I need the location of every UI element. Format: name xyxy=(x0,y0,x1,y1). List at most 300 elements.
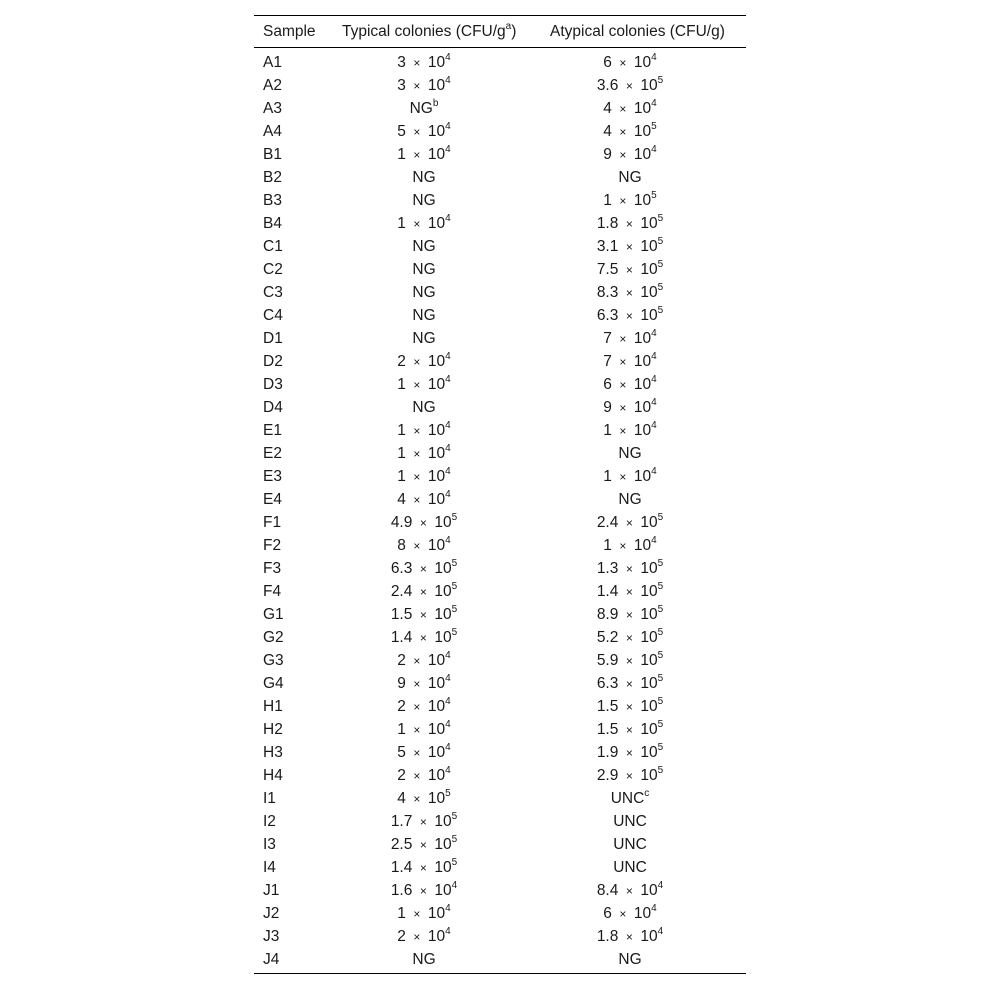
times-sign: × xyxy=(413,792,421,806)
table-row xyxy=(254,74,746,97)
times-sign: × xyxy=(625,585,633,599)
typical-coefficient: 9 xyxy=(397,675,406,692)
typical-text: NG xyxy=(412,330,436,347)
times-sign: × xyxy=(419,608,427,622)
sample-id: D4 xyxy=(263,399,283,416)
typical-colonies-value xyxy=(324,606,524,624)
table-header-row xyxy=(254,16,746,47)
atypical-colonies-value xyxy=(530,353,730,371)
times-sign: × xyxy=(619,907,627,921)
atypical-colonies-value xyxy=(530,744,730,762)
atypical-exponent: 5 xyxy=(657,259,664,270)
atypical-exponent: 4 xyxy=(657,926,664,937)
times-sign: × xyxy=(625,700,633,714)
typical-coefficient: 6.3 xyxy=(390,560,413,577)
sample-id: E2 xyxy=(263,445,282,462)
atypical-colonies-value xyxy=(530,399,730,417)
typical-colonies-value xyxy=(324,721,524,739)
atypical-exponent: 4 xyxy=(651,52,657,63)
sample-id: D3 xyxy=(263,376,283,393)
power-base: 10 xyxy=(427,468,446,485)
typical-colonies-value xyxy=(324,307,524,325)
atypical-text: UNC xyxy=(613,813,647,830)
power-base: 10 xyxy=(427,215,446,232)
atypical-exponent: 5 xyxy=(657,742,664,753)
times-sign: × xyxy=(625,217,633,231)
times-sign: × xyxy=(625,884,633,898)
typical-coefficient: 1 xyxy=(397,376,406,393)
atypical-colonies-value xyxy=(530,123,730,141)
table-row xyxy=(254,879,746,902)
times-sign: × xyxy=(625,286,633,300)
atypical-exponent: 5 xyxy=(657,282,664,293)
table-row xyxy=(254,350,746,373)
sample-id: I2 xyxy=(263,813,276,830)
sample-id: A4 xyxy=(263,123,282,140)
times-sign: × xyxy=(619,332,627,346)
typical-colonies-value xyxy=(324,445,524,463)
typical-coefficient: 2 xyxy=(397,928,406,945)
times-sign: × xyxy=(413,79,421,93)
typical-coefficient: 1.4 xyxy=(390,629,413,646)
atypical-colonies-value xyxy=(530,675,730,693)
power-base: 10 xyxy=(633,376,652,393)
atypical-exponent: 5 xyxy=(657,673,664,684)
table-row xyxy=(254,396,746,419)
power-base: 10 xyxy=(427,905,446,922)
atypical-coefficient: 2.4 xyxy=(596,514,619,531)
typical-coefficient: 5 xyxy=(397,744,406,761)
typical-colonies-value xyxy=(324,882,524,900)
typical-colonies-value xyxy=(324,353,524,371)
atypical-exponent: 5 xyxy=(651,190,657,201)
atypical-colonies-value xyxy=(530,790,730,808)
table-row xyxy=(254,51,746,74)
atypical-colonies-value xyxy=(530,261,730,279)
table-row xyxy=(254,649,746,672)
table-row xyxy=(254,925,746,948)
atypical-colonies-value xyxy=(530,77,730,95)
power-base: 10 xyxy=(427,698,446,715)
power-base: 10 xyxy=(633,468,652,485)
typical-coefficient: 1 xyxy=(397,422,406,439)
power-base: 10 xyxy=(633,537,652,554)
table-row xyxy=(254,626,746,649)
power-base: 10 xyxy=(434,629,452,646)
header-typical-suffix: ) xyxy=(511,23,517,40)
atypical-text: NG xyxy=(618,491,642,508)
typical-exponent: 4 xyxy=(445,213,451,224)
typical-coefficient: 2.5 xyxy=(390,836,413,853)
times-sign: × xyxy=(413,654,421,668)
times-sign: × xyxy=(625,562,633,576)
typical-colonies-value xyxy=(324,560,524,578)
power-base: 10 xyxy=(427,675,446,692)
typical-text: NG xyxy=(412,951,436,968)
power-base: 10 xyxy=(427,767,446,784)
atypical-colonies-value xyxy=(530,376,730,394)
times-sign: × xyxy=(413,148,421,162)
header-sample: Sample xyxy=(263,23,316,40)
typical-colonies-value xyxy=(324,123,524,141)
table-row xyxy=(254,695,746,718)
atypical-exponent: 5 xyxy=(657,604,664,615)
typical-coefficient: 1 xyxy=(397,468,406,485)
sample-id: H3 xyxy=(263,744,283,761)
power-base: 10 xyxy=(633,54,652,71)
atypical-coefficient: 3.6 xyxy=(596,77,619,94)
times-sign: × xyxy=(619,56,627,70)
times-sign: × xyxy=(413,723,421,737)
atypical-exponent: 5 xyxy=(657,581,664,592)
power-base: 10 xyxy=(640,284,658,301)
typical-colonies-value xyxy=(324,629,524,647)
typical-exponent: 4 xyxy=(445,742,451,753)
typical-coefficient: 1 xyxy=(397,146,406,163)
atypical-coefficient: 6 xyxy=(603,376,612,393)
times-sign: × xyxy=(413,217,421,231)
atypical-coefficient: 6 xyxy=(603,905,612,922)
typical-exponent: 4 xyxy=(445,673,451,684)
table-row xyxy=(254,534,746,557)
typical-coefficient: 4 xyxy=(397,491,406,508)
atypical-exponent: 4 xyxy=(651,535,657,546)
power-base: 10 xyxy=(633,353,652,370)
atypical-colonies-value xyxy=(530,307,730,325)
sample-id: F4 xyxy=(263,583,282,600)
sample-id: C3 xyxy=(263,284,283,301)
atypical-coefficient: 1.5 xyxy=(596,698,619,715)
power-base: 10 xyxy=(640,583,658,600)
typical-exponent: 5 xyxy=(451,811,458,822)
times-sign: × xyxy=(413,493,421,507)
typical-coefficient: 1.5 xyxy=(390,606,413,623)
atypical-text: UNC xyxy=(613,859,647,876)
atypical-coefficient: 8.4 xyxy=(596,882,619,899)
atypical-colonies-value xyxy=(530,445,730,463)
sample-id: A1 xyxy=(263,54,282,71)
times-sign: × xyxy=(625,677,633,691)
atypical-exponent: 5 xyxy=(657,305,664,316)
typical-exponent: 4 xyxy=(445,696,451,707)
power-base: 10 xyxy=(640,675,658,692)
power-base: 10 xyxy=(434,583,452,600)
footnote-a-marker: a xyxy=(505,21,512,32)
atypical-footnote-marker: c xyxy=(644,788,650,799)
times-sign: × xyxy=(413,378,421,392)
atypical-coefficient: 1.8 xyxy=(596,928,619,945)
atypical-exponent: 4 xyxy=(651,351,657,362)
times-sign: × xyxy=(413,769,421,783)
atypical-colonies-value xyxy=(530,169,730,187)
power-base: 10 xyxy=(427,744,446,761)
atypical-text: NG xyxy=(618,445,642,462)
table-row xyxy=(254,764,746,787)
atypical-exponent: 5 xyxy=(657,696,664,707)
sample-id: I4 xyxy=(263,859,276,876)
times-sign: × xyxy=(419,815,427,829)
atypical-exponent: 4 xyxy=(651,420,657,431)
sample-id: G4 xyxy=(263,675,284,692)
atypical-colonies-value xyxy=(530,514,730,532)
atypical-coefficient: 5.9 xyxy=(596,652,619,669)
typical-exponent: 4 xyxy=(445,374,451,385)
times-sign: × xyxy=(619,424,627,438)
typical-coefficient: 1.4 xyxy=(390,859,413,876)
sample-id: J3 xyxy=(263,928,280,945)
atypical-exponent: 4 xyxy=(657,880,664,891)
typical-exponent: 4 xyxy=(445,903,451,914)
power-base: 10 xyxy=(633,192,652,209)
sample-id: D2 xyxy=(263,353,283,370)
typical-coefficient: 4 xyxy=(397,790,406,807)
table-row xyxy=(254,120,746,143)
power-base: 10 xyxy=(427,146,446,163)
atypical-exponent: 4 xyxy=(651,903,657,914)
atypical-colonies-value xyxy=(530,652,730,670)
sample-id: B1 xyxy=(263,146,282,163)
atypical-text: UNC xyxy=(610,790,645,807)
typical-exponent: 4 xyxy=(445,765,451,776)
atypical-coefficient: 1 xyxy=(603,468,612,485)
atypical-colonies-value xyxy=(530,905,730,923)
times-sign: × xyxy=(619,102,627,116)
atypical-colonies-value xyxy=(530,813,730,831)
typical-colonies-value xyxy=(324,330,524,348)
atypical-colonies-value xyxy=(530,468,730,486)
times-sign: × xyxy=(619,355,627,369)
power-base: 10 xyxy=(640,721,658,738)
times-sign: × xyxy=(413,930,421,944)
atypical-coefficient: 8.3 xyxy=(596,284,619,301)
power-base: 10 xyxy=(427,353,446,370)
typical-coefficient: 5 xyxy=(397,123,406,140)
typical-coefficient: 1.6 xyxy=(390,882,413,899)
typical-exponent: 4 xyxy=(445,420,451,431)
sample-id: J4 xyxy=(263,951,280,968)
typical-coefficient: 1 xyxy=(397,445,406,462)
table-row xyxy=(254,166,746,189)
table-row xyxy=(254,143,746,166)
typical-exponent: 4 xyxy=(445,489,451,500)
typical-colonies-value xyxy=(324,905,524,923)
atypical-colonies-value xyxy=(530,146,730,164)
colony-count-table xyxy=(254,15,746,974)
times-sign: × xyxy=(625,746,633,760)
typical-colonies-value xyxy=(324,192,524,210)
power-base: 10 xyxy=(640,261,658,278)
sample-id: H4 xyxy=(263,767,283,784)
atypical-text: NG xyxy=(618,169,642,186)
power-base: 10 xyxy=(427,537,446,554)
atypical-coefficient: 4 xyxy=(603,100,612,117)
typical-colonies-value xyxy=(324,767,524,785)
table-row xyxy=(254,97,746,120)
times-sign: × xyxy=(619,194,627,208)
power-base: 10 xyxy=(427,422,446,439)
typical-colonies-value xyxy=(324,836,524,854)
atypical-colonies-value xyxy=(530,100,730,118)
times-sign: × xyxy=(413,424,421,438)
sample-id: F2 xyxy=(263,537,282,554)
typical-exponent: 5 xyxy=(451,581,458,592)
typical-text: NG xyxy=(412,261,436,278)
power-base: 10 xyxy=(427,928,446,945)
times-sign: × xyxy=(419,585,427,599)
sample-id: J1 xyxy=(263,882,280,899)
typical-exponent: 4 xyxy=(445,52,451,63)
times-sign: × xyxy=(625,263,633,277)
power-base: 10 xyxy=(640,238,658,255)
typical-coefficient: 8 xyxy=(397,537,406,554)
typical-footnote-marker: b xyxy=(432,98,439,109)
times-sign: × xyxy=(413,539,421,553)
times-sign: × xyxy=(413,447,421,461)
times-sign: × xyxy=(625,769,633,783)
typical-colonies-value xyxy=(324,514,524,532)
atypical-exponent: 5 xyxy=(657,627,664,638)
atypical-exponent: 5 xyxy=(657,558,664,569)
typical-colonies-value xyxy=(324,146,524,164)
sample-id: E1 xyxy=(263,422,282,439)
atypical-coefficient: 1 xyxy=(603,537,612,554)
sample-id: J2 xyxy=(263,905,280,922)
power-base: 10 xyxy=(640,307,658,324)
sample-id: A3 xyxy=(263,100,282,117)
sample-id: H2 xyxy=(263,721,283,738)
sample-id: F3 xyxy=(263,560,282,577)
table-row xyxy=(254,511,746,534)
atypical-colonies-value xyxy=(530,215,730,233)
atypical-exponent: 5 xyxy=(657,512,664,523)
times-sign: × xyxy=(619,125,627,139)
table-row xyxy=(254,373,746,396)
atypical-coefficient: 6.3 xyxy=(596,675,619,692)
times-sign: × xyxy=(419,516,427,530)
atypical-colonies-value xyxy=(530,928,730,946)
times-sign: × xyxy=(619,470,627,484)
typical-coefficient: 2 xyxy=(397,353,406,370)
typical-coefficient: 2 xyxy=(397,767,406,784)
power-base: 10 xyxy=(640,928,658,945)
typical-colonies-value xyxy=(324,77,524,95)
atypical-colonies-value xyxy=(530,698,730,716)
power-base: 10 xyxy=(427,652,446,669)
times-sign: × xyxy=(625,654,633,668)
atypical-colonies-value xyxy=(530,836,730,854)
power-base: 10 xyxy=(427,790,446,807)
typical-colonies-value xyxy=(324,284,524,302)
typical-colonies-value xyxy=(324,100,524,118)
typical-colonies-value xyxy=(324,261,524,279)
sample-id: G3 xyxy=(263,652,284,669)
power-base: 10 xyxy=(427,376,446,393)
power-base: 10 xyxy=(633,146,652,163)
power-base: 10 xyxy=(640,744,658,761)
times-sign: × xyxy=(419,838,427,852)
atypical-coefficient: 8.9 xyxy=(596,606,619,623)
typical-colonies-value xyxy=(324,859,524,877)
table-row xyxy=(254,741,746,764)
atypical-coefficient: 5.2 xyxy=(596,629,619,646)
atypical-colonies-value xyxy=(530,284,730,302)
table-row xyxy=(254,281,746,304)
atypical-coefficient: 1.9 xyxy=(596,744,619,761)
times-sign: × xyxy=(419,562,427,576)
atypical-colonies-value xyxy=(530,859,730,877)
times-sign: × xyxy=(625,79,633,93)
table-row xyxy=(254,419,746,442)
atypical-coefficient: 6.3 xyxy=(596,307,619,324)
sample-id: G1 xyxy=(263,606,284,623)
typical-colonies-value xyxy=(324,169,524,187)
atypical-exponent: 4 xyxy=(651,397,657,408)
typical-text: NG xyxy=(412,192,436,209)
typical-colonies-value xyxy=(324,698,524,716)
power-base: 10 xyxy=(640,514,658,531)
table-body xyxy=(254,48,746,973)
typical-exponent: 5 xyxy=(451,512,458,523)
typical-exponent: 4 xyxy=(445,75,451,86)
atypical-exponent: 5 xyxy=(657,765,664,776)
atypical-exponent: 5 xyxy=(657,213,664,224)
power-base: 10 xyxy=(427,54,446,71)
typical-exponent: 4 xyxy=(445,719,451,730)
power-base: 10 xyxy=(633,100,652,117)
typical-colonies-value xyxy=(324,54,524,72)
typical-coefficient: 3 xyxy=(397,77,406,94)
typical-exponent: 4 xyxy=(445,466,451,477)
atypical-colonies-value xyxy=(530,606,730,624)
times-sign: × xyxy=(625,240,633,254)
atypical-exponent: 4 xyxy=(651,466,657,477)
atypical-coefficient: 6 xyxy=(603,54,612,71)
table-row xyxy=(254,580,746,603)
typical-coefficient: 1 xyxy=(397,215,406,232)
power-base: 10 xyxy=(434,606,452,623)
sample-id: C1 xyxy=(263,238,283,255)
typical-colonies-value xyxy=(324,491,524,509)
atypical-exponent: 4 xyxy=(651,374,657,385)
times-sign: × xyxy=(619,401,627,415)
typical-exponent: 4 xyxy=(445,121,451,132)
typical-colonies-value xyxy=(324,422,524,440)
power-base: 10 xyxy=(434,514,452,531)
power-base: 10 xyxy=(633,330,652,347)
atypical-coefficient: 2.9 xyxy=(596,767,619,784)
sample-id: H1 xyxy=(263,698,283,715)
sample-id: B4 xyxy=(263,215,282,232)
table-row xyxy=(254,902,746,925)
header-typical-prefix: Typical colonies (CFU/g xyxy=(342,23,506,40)
atypical-coefficient: 7 xyxy=(603,353,612,370)
typical-coefficient: 1.7 xyxy=(390,813,413,830)
sample-id: C2 xyxy=(263,261,283,278)
table-row xyxy=(254,718,746,741)
power-base: 10 xyxy=(640,652,658,669)
table-bottom-rule xyxy=(254,973,746,974)
power-base: 10 xyxy=(633,422,652,439)
power-base: 10 xyxy=(640,767,658,784)
atypical-colonies-value xyxy=(530,951,730,969)
atypical-coefficient: 1.4 xyxy=(596,583,619,600)
header-atypical-colonies: Atypical colonies (CFU/g) xyxy=(550,23,725,40)
table-row xyxy=(254,488,746,511)
power-base: 10 xyxy=(640,606,658,623)
typical-colonies-value xyxy=(324,928,524,946)
atypical-colonies-value xyxy=(530,882,730,900)
times-sign: × xyxy=(625,309,633,323)
